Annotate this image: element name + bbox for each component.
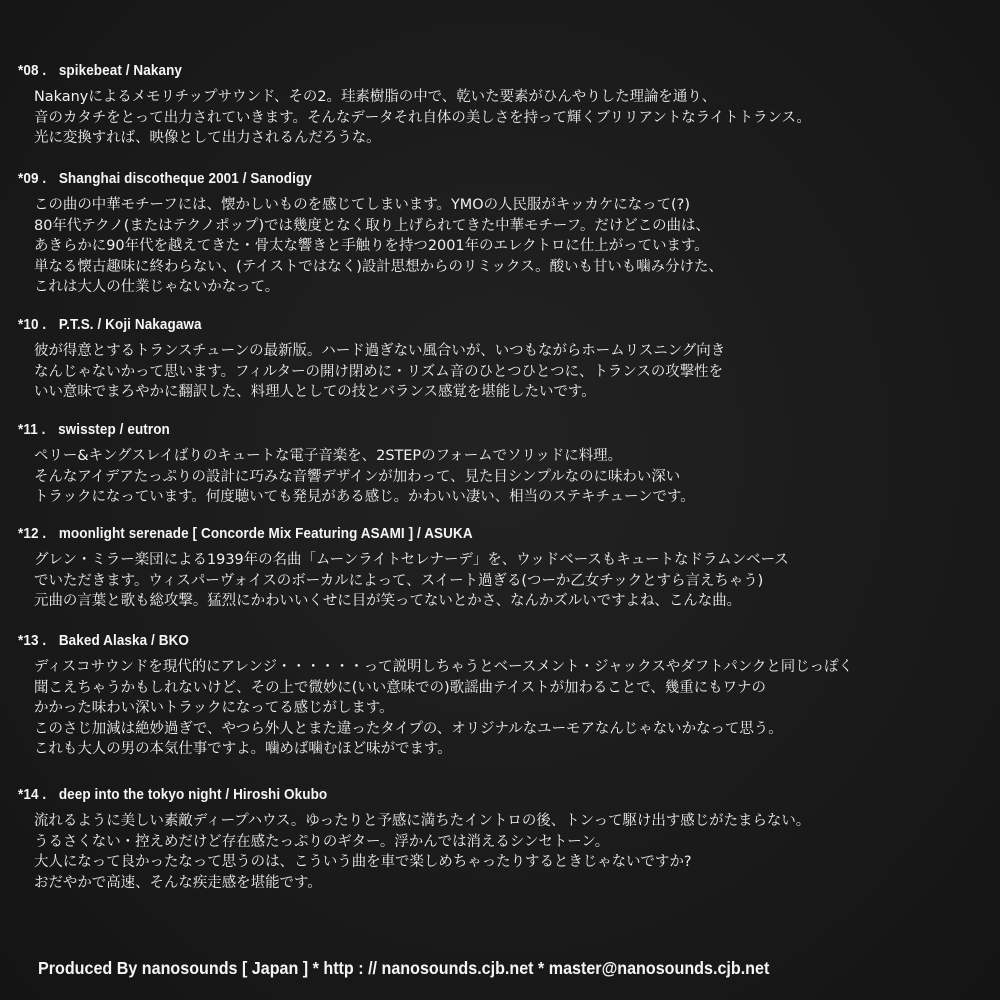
track-13	[18, 632, 978, 760]
track-description	[34, 195, 978, 298]
track-name: swisstep / eutron	[58, 421, 170, 438]
track-08	[18, 62, 978, 149]
description-line: 光に変換すれば、映像として出力されるんだろうな。	[34, 130, 381, 146]
description-line: グレン・ミラー楽団による1939年の名曲「ムーンライトセレナーデ」を、ウッドベースもキュートなドラムンベース	[34, 552, 789, 568]
description-line: 80年代テクノ(またはテクノポップ)では幾度となく取り上げられてきた中華モチーフ。だけどこの曲は、	[34, 217, 710, 234]
track-number: *08 .	[18, 62, 47, 79]
description-line: 元曲の言葉と歌も総攻撃。猛烈にかわいいくせに目が笑ってないとかさ、なんかズルいですよね、こんな曲。	[34, 593, 742, 609]
track-name: P.T.S. / Koji Nakagawa	[58, 316, 202, 333]
description-line: Nakanyによるメモリチップサウンド、その2。珪素樹脂の中で、乾いた要素がひんやりした理論を通り、	[34, 89, 717, 105]
track-description	[34, 341, 978, 403]
description-line: 聞こえちゃうかもしれないけど、その上で微妙に(いい意味での)歌謡曲テイストが加わることで、幾重にもワナの	[34, 679, 766, 696]
track-number: *13 .	[18, 632, 47, 649]
track-name: Baked Alaska / BKO	[58, 632, 189, 649]
description-line: うるさくない・控えめだけど存在感たっぷりのギター。浮かんでは消えるシンセトーン。	[34, 833, 610, 850]
track-title	[18, 786, 882, 803]
credits-footer: Produced By nanosounds [ Japan ] * http : // nanosounds.cjb.net * master@nanosounds.cjb.net	[38, 958, 770, 978]
description-line: これは大人の仕業じゃないかなって。	[34, 279, 280, 295]
track-number: *12 .	[18, 525, 47, 542]
track-description	[34, 87, 978, 149]
description-line: 彼が得意とするトランスチューンの最新版。ハード過ぎない風合いが、いつもながらホームリスニング向き	[34, 343, 726, 359]
track-name: moonlight serenade [ Concorde Mix Featuring ASAMI ] / ASUKA	[58, 525, 473, 542]
description-line: ペリー&キングスレイばりのキュートな電子音楽を、2STEPのフォームでソリッドに料理。	[34, 448, 623, 464]
description-line: かかった味わい深いトラックになってる感じがします。	[34, 700, 394, 716]
track-description	[34, 811, 978, 893]
track-title	[18, 632, 882, 649]
description-line: なんじゃないかって思います。フィルターの開け閉めに・リズム音のひとつひとつに、トランスの攻撃性を	[34, 363, 724, 380]
track-title	[18, 421, 882, 438]
description-line: あきらかに90年代を越えてきた・骨太な響きと手触りを持つ2001年のエレクトロに仕上がっています。	[34, 238, 709, 254]
description-line: でいただきます。ウィスパーヴォイスのボーカルによって、スイート過ぎる(つーか乙女チックとすら言えちゃう)	[34, 572, 764, 589]
track-09	[18, 170, 978, 298]
track-number: *11 .	[18, 421, 46, 438]
track-title	[18, 525, 882, 542]
track-description	[34, 550, 978, 612]
track-description	[34, 446, 978, 508]
track-number: *10 .	[18, 316, 47, 333]
track-description	[34, 657, 978, 760]
description-line: 単なる懐古趣味に終わらない、(テイストではなく)設計思想からのリミックス。酸いも甘いも噛み分けた、	[34, 258, 723, 275]
track-10	[18, 316, 978, 403]
track-number: *14 .	[18, 786, 47, 803]
track-title	[18, 316, 882, 333]
description-line: ディスコサウンドを現代的にアレンジ・・・・・・って説明しちゃうとベースメント・ジャックスやダフトパンクと同じっぽく	[34, 659, 854, 675]
track-name: spikebeat / Nakany	[58, 62, 183, 79]
track-name: Shanghai discotheque 2001 / Sanodigy	[58, 170, 312, 187]
description-line: おだやかで高速、そんな疾走感を堪能です。	[34, 874, 322, 891]
description-line: この曲の中華モチーフには、懐かしいものを感じてしまいます。YMOの人民服がキッカケになって(?)	[34, 197, 690, 213]
description-line: このさじ加減は絶妙過ぎで、やつら外人とまた違ったタイプの、オリジナルなユーモアなんじゃないかなって思う。	[34, 720, 783, 737]
track-number: *09 .	[18, 170, 47, 187]
track-title	[18, 62, 882, 79]
description-line: 大人になって良かったなって思うのは、こういう曲を車で楽しめちゃったりするときじゃないですか?	[34, 854, 692, 870]
description-line: これも大人の男の本気仕事ですよ。噛めば噛むほど味がでます。	[34, 741, 452, 757]
track-11	[18, 421, 978, 508]
description-line: 音のカタチをとって出力されていきます。そんなデータそれ自体の美しさを持って輝くブリリアントなライトトランス。	[34, 109, 811, 126]
track-name: deep into the tokyo night / Hiroshi Okubo	[58, 786, 328, 803]
track-title	[18, 170, 882, 187]
description-line: トラックになっています。何度聴いても発見がある感じ。かわいい凄い、相当のステキチューンです。	[34, 489, 695, 505]
track-12	[18, 525, 978, 612]
description-line: 流れるように美しい素敵ディープハウス。ゆったりと予感に満ちたイントロの後、トンって駆け出す感じがたまらない。	[34, 813, 811, 829]
track-14	[18, 786, 978, 893]
description-line: いい意味でまろやかに翻訳した、料理人としての技とバランス感覚を堪能したいです。	[34, 384, 596, 400]
description-line: そんなアイデアたっぷりの設計に巧みな音響デザインが加わって、見た目シンプルなのに味わい深い	[34, 468, 681, 485]
